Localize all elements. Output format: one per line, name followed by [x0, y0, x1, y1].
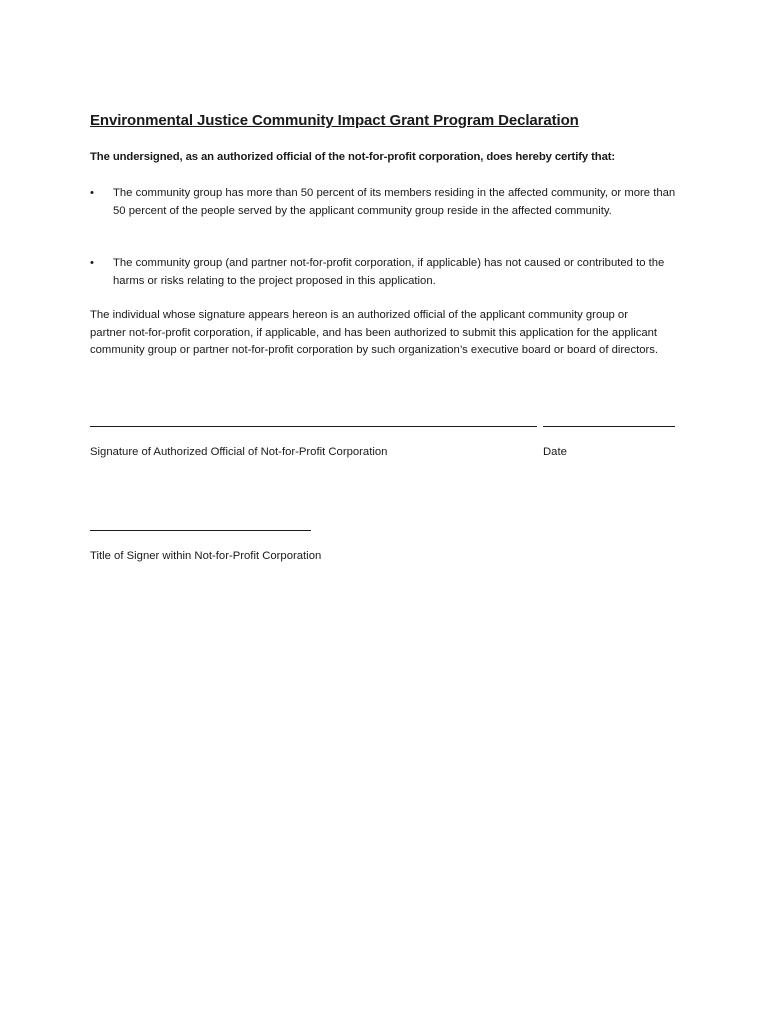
document-title: Environmental Justice Community Impact Grant Program Declaration [90, 112, 579, 129]
certification-item-text: The community group (and partner not-for-profit corporation, if applicable) has not caused or contributed to the harms or risks relating to the project proposed in this application. [113, 257, 665, 287]
date-label: Date [543, 446, 567, 458]
certification-item-text: The community group has more than 50 percent of its members residing in the affected community, or more than 50 percent of the people served by the applicant community group reside in the affected community. [113, 187, 676, 217]
certification-intro: The undersigned, as an authorized official of the not-for-profit corporation, does hereby certify that: [90, 151, 616, 163]
signer-title-line[interactable] [90, 530, 311, 531]
bullet-icon: • [90, 187, 94, 199]
signature-line[interactable] [90, 426, 537, 427]
signature-label: Signature of Authorized Official of Not-for-Profit Corporation [90, 446, 388, 458]
bullet-icon: • [90, 257, 94, 269]
date-line[interactable] [543, 426, 675, 427]
authorization-paragraph: The individual whose signature appears hereon is an authorized official of the applicant community group or partner not-for-profit corporation, if applicable, and has been authorized to submit this application for the applicant community group or partner not-for-profit corporation by such organization’s executive board or board of directors. [90, 309, 659, 356]
signer-title-label: Title of Signer within Not-for-Profit Corporation [90, 550, 322, 562]
